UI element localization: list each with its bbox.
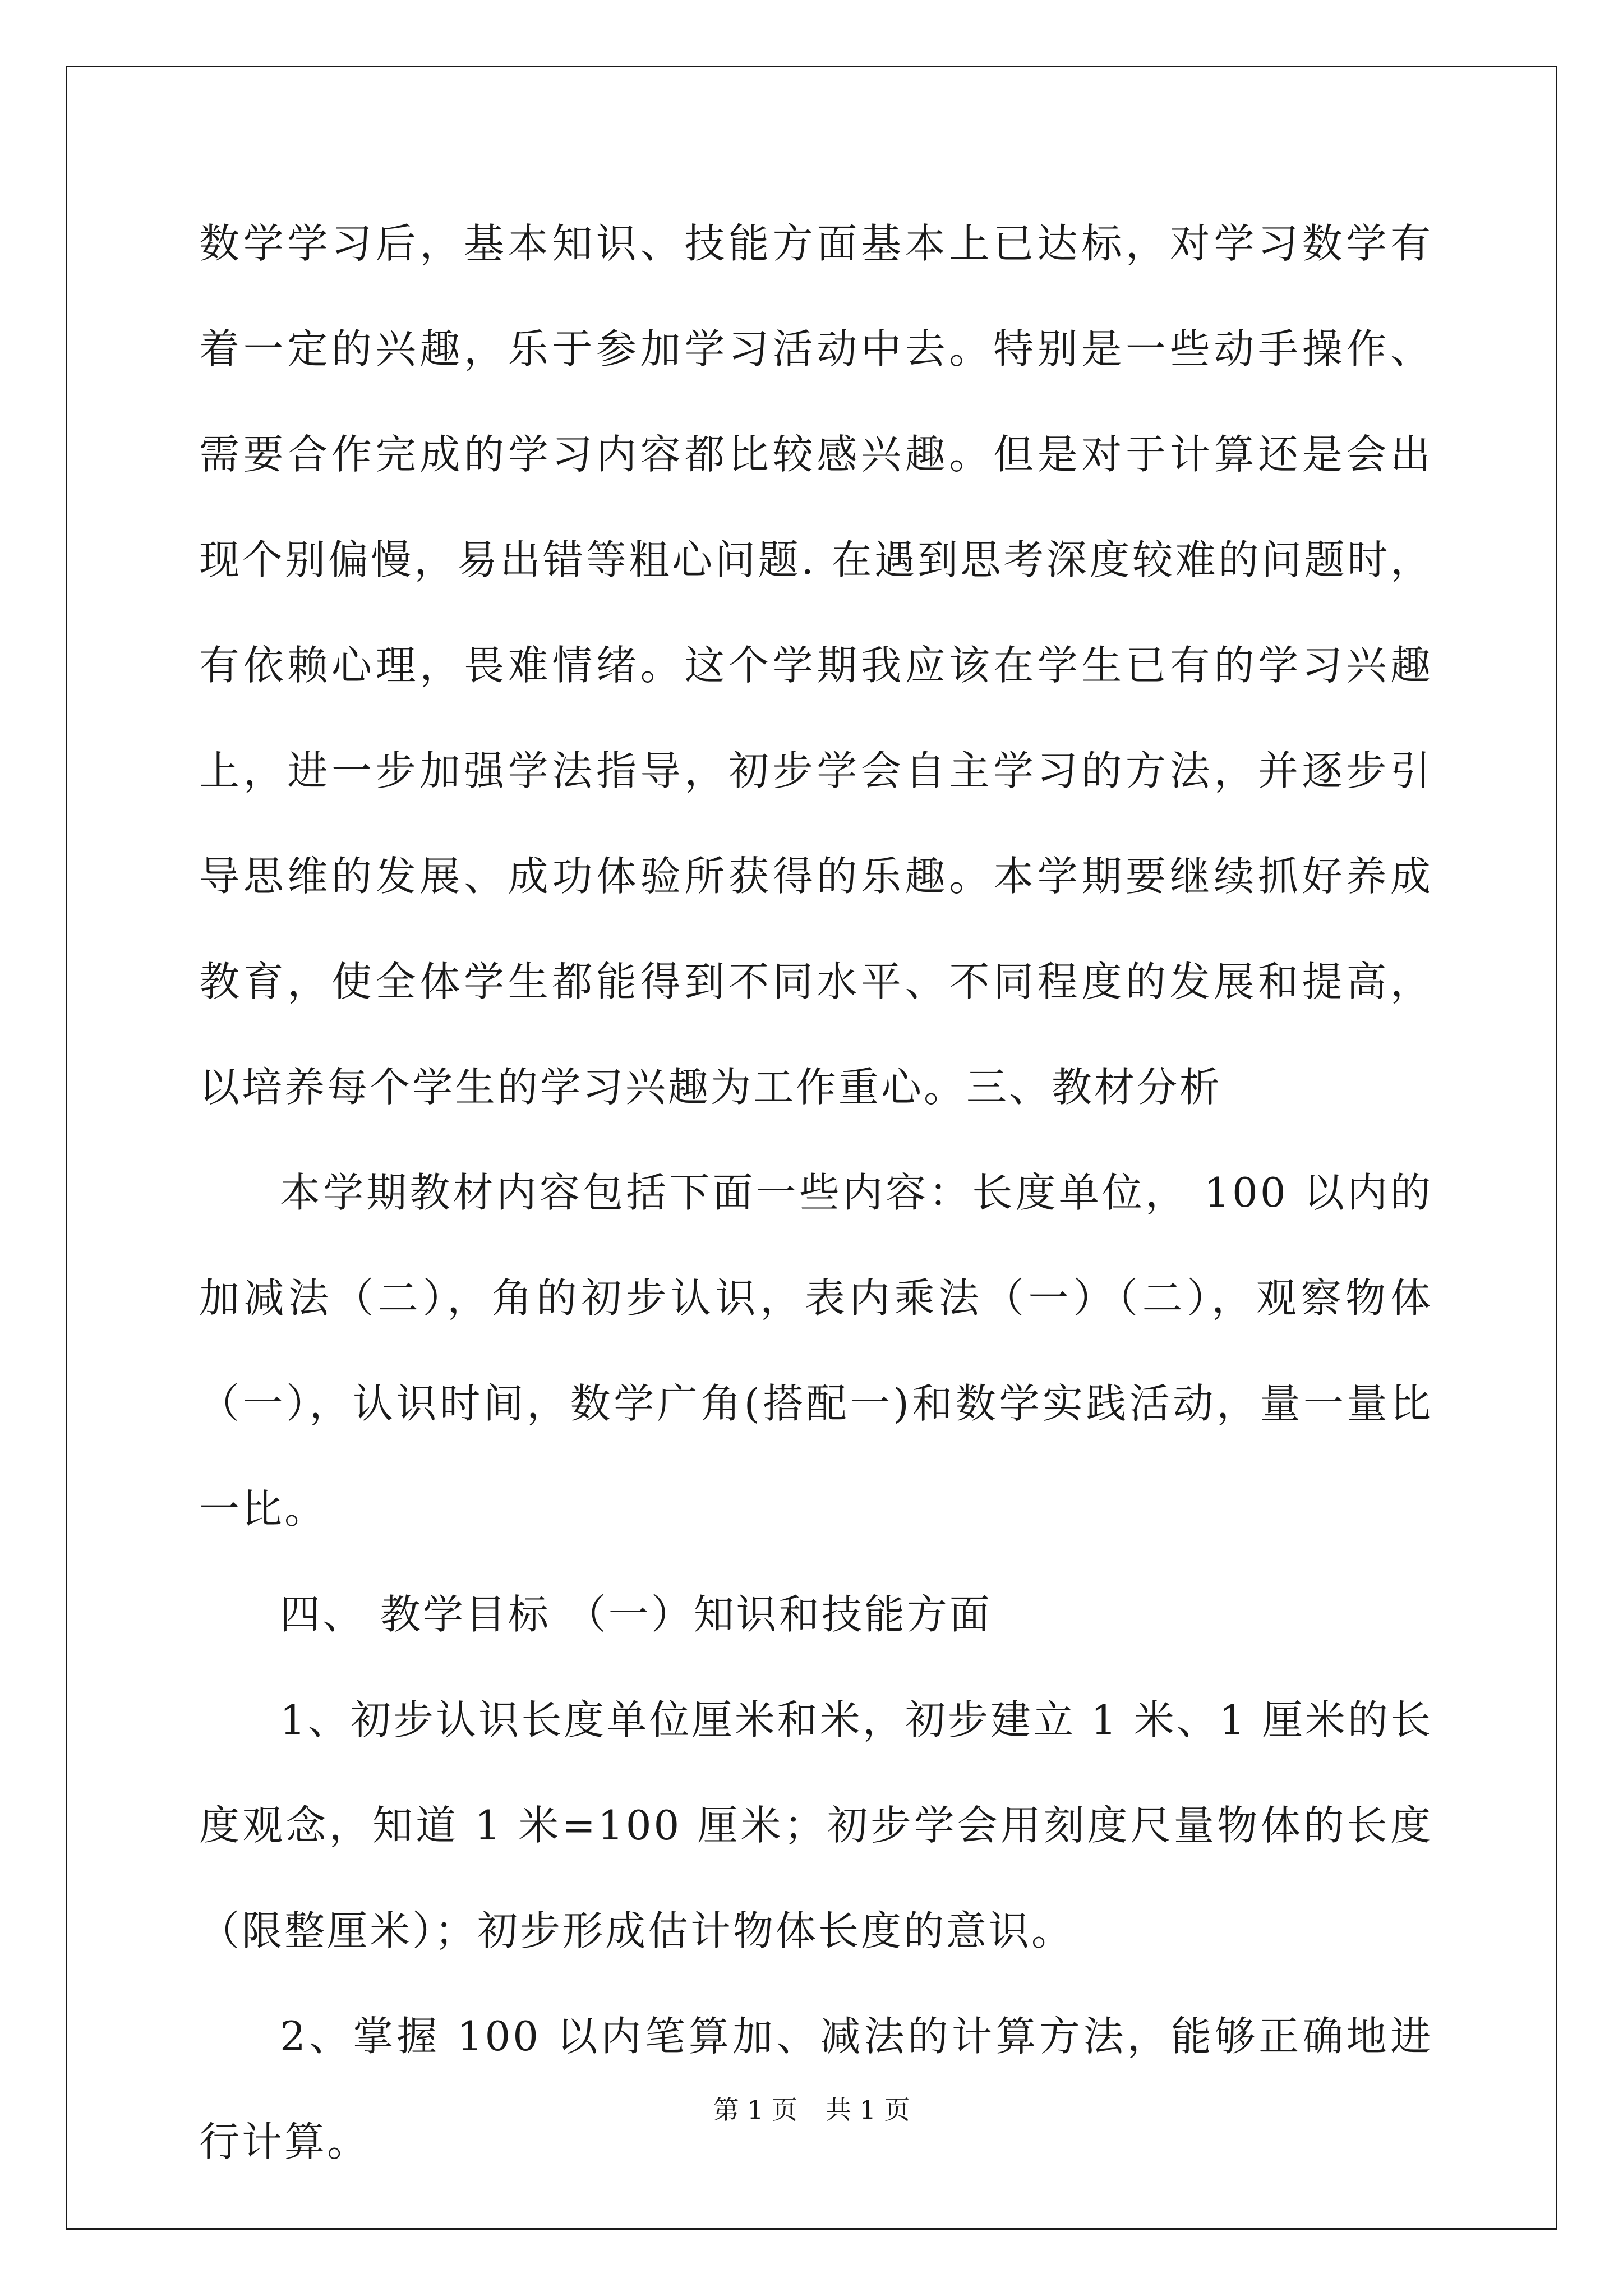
page-total: 共 1 页: [826, 2095, 910, 2125]
document-body: [199, 191, 1433, 2194]
paragraph-3: 四、 教学目标 （一）知识和技能方面: [280, 1591, 992, 1638]
paragraph-1: 数学学习后，基本知识、技能方面基本上已达标，对学习数学有着一定的兴趣，乐于参加学习活动中去。特别是一些动手操作、需要合作完成的学习内容都比较感兴趣。但是对于计算还是会出现个别偏慢，易出错等粗心问题. 在遇到思考深度较难的问题时，有依赖心理，畏难情绪。这个学期我应该在学生已有的学习兴趣上，进一步加强学法指导，初步学会自主学习的方法，并逐步引导思维的发展、成功体验所获得的乐趣。本学期要继续抓好养成教育，使全体学生都能得到不同水平、不同程度的发展和提高，以培养每个学生的学习兴趣为工作重心。三、教材分析: [199, 220, 1433, 1111]
paragraph-4: 1、初步认识长度单位厘米和米，初步建立 1 米、1 厘米的长度观念，知道 1 米=100 厘米；初步学会用刻度尺量物体的长度（限整厘米）；初步形成估计物体长度的意识。: [199, 1696, 1433, 1954]
page-footer: [0, 2090, 1623, 2127]
paragraph-2: 本学期教材内容包括下面一些内容：长度单位， 100 以内的加减法（二），角的初步认识，表内乘法（一）（二），观察物体（一），认识时间，数学广角(搭配一)和数学实践活动，量一量比一比。: [199, 1169, 1433, 1533]
page-number: 第 1 页: [713, 2095, 797, 2125]
paragraph-5: 2、掌握 100 以内笔算加、减法的计算方法，能够正确地进行计算。: [199, 2013, 1433, 2165]
